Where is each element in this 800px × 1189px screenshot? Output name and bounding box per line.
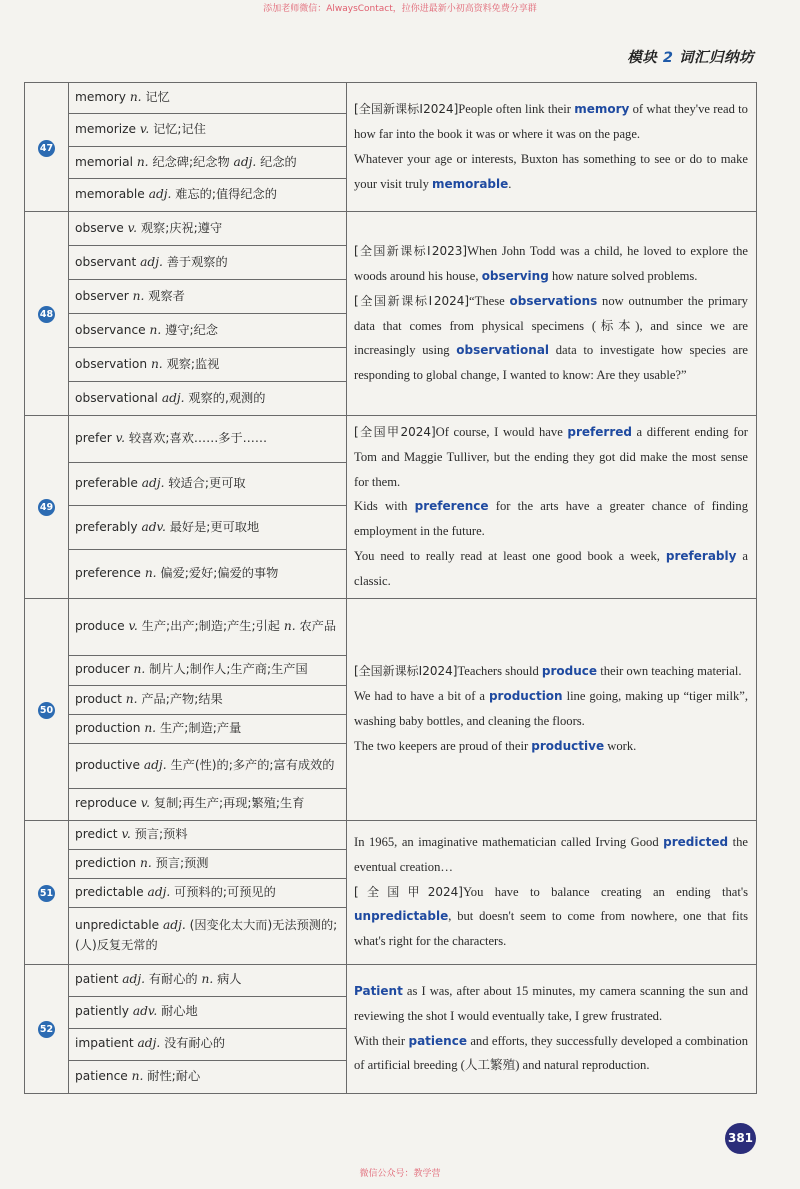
word-entry: [69, 549, 347, 598]
sentence-text: data to investigate how species are responding to global change, I wanted to know: Are they usable?”: [354, 343, 748, 383]
group-number-cell: [25, 416, 69, 599]
meaning: 观察的,观测的: [188, 390, 266, 405]
headword: unpredictable: [75, 918, 160, 933]
part-of-speech: adj.: [140, 254, 163, 269]
keyword: unpredictable: [354, 909, 449, 924]
headword: observant: [75, 254, 137, 269]
part-of-speech: n.: [133, 662, 146, 677]
word-entry: [69, 820, 347, 849]
headword: observation: [75, 356, 148, 371]
example-sentence: [354, 544, 748, 594]
headword: memory: [75, 90, 126, 105]
meaning: 遵守;纪念: [165, 322, 218, 337]
word-entry: [69, 714, 347, 743]
word-entry: [69, 964, 347, 996]
group-number-badge: 51: [38, 885, 55, 902]
example-sentence: [354, 239, 748, 289]
part-of-speech: n.: [149, 322, 162, 337]
sentence-text: .: [508, 176, 512, 191]
meaning: 预言;预料: [134, 826, 188, 841]
group-number-cell: [25, 212, 69, 416]
keyword: memorable: [432, 176, 509, 191]
headword: product: [75, 691, 122, 706]
word-entry: [69, 83, 347, 114]
headword: observer: [75, 288, 129, 303]
part-of-speech: v.: [127, 220, 137, 235]
keyword: production: [488, 689, 563, 704]
sentence-text: and efforts, they successfully developed a combination of artificial breeding (人工繁殖) and natural reproduction.: [354, 1033, 748, 1073]
example-cell: [347, 964, 757, 1093]
meaning: 最好是;更可取地: [169, 519, 260, 534]
example-cell: [347, 598, 757, 820]
headword: reproduce: [75, 796, 137, 811]
sentence-text: Whatever your age or interests, Buxton has something to see or do to make your visit truly: [354, 152, 748, 191]
part-of-speech: adj.: [137, 1036, 161, 1051]
table-row: [25, 598, 757, 655]
sentence-text: You have to balance creating an ending that's: [462, 884, 748, 899]
example-sentence: [354, 830, 748, 880]
part-of-speech: adj.: [147, 884, 171, 899]
part-of-speech: v.: [128, 618, 138, 633]
table-row: [25, 964, 757, 996]
headword: production: [75, 720, 141, 735]
word-entry: [69, 878, 347, 907]
sentence-text: The two keepers are proud of their: [354, 738, 532, 753]
sentence-text: a classic.: [354, 548, 748, 588]
keyword: memory: [574, 102, 630, 117]
word-entry: [69, 849, 347, 878]
headword: prediction: [75, 855, 137, 870]
sentence-text: as I was, after about 15 minutes, my camera scanning the sun and reviewing the shot I would eventually take, I grew frustrated.: [354, 983, 748, 1023]
keyword: preferred: [567, 425, 632, 439]
bottom-note: 微信公众号：教学营: [359, 1169, 441, 1179]
vocab-table: [24, 82, 757, 1094]
meaning: 产品;产物;结果: [141, 691, 223, 706]
example-sentence: [354, 1029, 748, 1079]
part-of-speech: adj.: [163, 918, 186, 933]
sentence-text: You need to really read at least one good book a week,: [354, 548, 666, 563]
headword: observational: [75, 390, 158, 405]
meaning: 难忘的;值得纪念的: [175, 187, 277, 202]
headword: patient: [75, 972, 119, 987]
sentence-text: of what they've read to how far into the book it was or where it was on the page.: [354, 102, 748, 142]
source-tag: [全国新课标Ⅰ2024]: [354, 293, 470, 308]
meaning: 纪念碑;纪念物: [152, 154, 230, 169]
example-cell: [347, 416, 757, 599]
meaning: 较喜欢;喜欢……多于……: [128, 431, 268, 446]
example-sentence: [354, 147, 748, 197]
example-sentence: [354, 97, 748, 147]
word-entry: [69, 506, 347, 550]
keyword: observations: [509, 293, 598, 308]
headword: observe: [75, 220, 124, 235]
meaning: 耐性;耐心: [147, 1068, 201, 1083]
sentence-text: “These: [469, 293, 510, 308]
module-label: 模块: [627, 50, 658, 66]
headword: observance: [75, 322, 146, 337]
part-of-speech: adj.: [148, 187, 172, 202]
headword: impatient: [75, 1036, 134, 1051]
keyword: preference: [414, 499, 489, 514]
headword: memorize: [75, 122, 136, 137]
headword: preferably: [75, 519, 138, 534]
source-tag: [全国甲2024]: [354, 425, 436, 439]
word-entry: [69, 788, 347, 820]
sentence-text: for the arts have a greater chance of finding employment in the future.: [354, 499, 748, 539]
meaning: 较适合;更可取: [168, 476, 246, 491]
word-entry: [69, 280, 347, 314]
example-sentence: [354, 734, 748, 759]
example-cell: [347, 820, 757, 964]
sentence-text: , but doesn't seem to come from nowhere, one that fits what's right for the characters.: [354, 909, 748, 949]
group-number-badge: 49: [38, 499, 55, 516]
meaning-2: 农产品: [299, 618, 337, 633]
keyword: patience: [408, 1033, 467, 1048]
headword: patience: [75, 1068, 128, 1083]
example-sentence: [354, 289, 748, 388]
top-banner: 添加老师微信：AlwaysContact，拉你进最新小初高资料免费分享群: [263, 4, 537, 14]
source-tag: [全国甲2024]: [354, 884, 463, 899]
table-row: [25, 83, 757, 114]
headword: preferable: [75, 476, 138, 491]
word-entry: [69, 147, 347, 179]
part-of-speech: v.: [121, 826, 131, 841]
source-tag: [全国新课标Ⅰ2024]: [354, 664, 458, 679]
source-tag: [全国新课标Ⅰ2023]: [354, 244, 468, 259]
word-entry: [69, 314, 347, 348]
part-of-speech: n.: [129, 90, 142, 105]
keyword: observing: [481, 268, 549, 283]
example-sentence: [354, 420, 748, 494]
meaning: 预言;预测: [155, 855, 209, 870]
part-of-speech-2: n.: [283, 618, 296, 633]
table-row: [25, 212, 757, 246]
module-title: [627, 46, 754, 67]
example-cell: [347, 212, 757, 416]
example-cell: [347, 83, 757, 212]
part-of-speech: adj.: [161, 390, 185, 405]
keyword: predicted: [663, 835, 729, 850]
meaning: 偏爱;爱好;偏爱的事物: [160, 565, 279, 580]
word-entry: [69, 655, 347, 685]
word-entry: [69, 907, 347, 964]
meaning: (因变化太大而)无法预测的;(人)反复无常的: [75, 918, 338, 952]
word-entry: [69, 348, 347, 382]
group-number-badge: 50: [38, 702, 55, 719]
part-of-speech: n.: [131, 1068, 144, 1083]
sentence-text: With their: [354, 1033, 409, 1048]
headword: memorable: [75, 187, 145, 202]
example-sentence: [354, 880, 748, 954]
sentence-text: People often link their: [458, 102, 575, 117]
part-of-speech: adv.: [141, 519, 166, 534]
word-entry: [69, 996, 347, 1028]
part-of-speech: n.: [144, 565, 157, 580]
headword: preference: [75, 565, 141, 580]
part-of-speech: n.: [150, 356, 163, 371]
part-of-speech: v.: [140, 796, 151, 811]
part-of-speech: adj.: [122, 972, 145, 987]
meaning-2: 病人: [217, 972, 242, 987]
word-entry: [69, 743, 347, 788]
word-entry: [69, 382, 347, 416]
headword: predictable: [75, 884, 144, 899]
part-of-speech: v.: [115, 431, 125, 446]
word-entry: [69, 416, 347, 463]
part-of-speech-2: adj.: [233, 154, 257, 169]
headword: prefer: [75, 431, 112, 446]
sentence-text: In 1965, an imaginative mathematician called Irving Good: [354, 835, 664, 850]
sentence-text: a different ending for Tom and Maggie Tulliver, but the ending they got did make the most sense for them.: [354, 425, 749, 489]
group-number-badge: 52: [38, 1021, 55, 1038]
module-name: 词汇归纳坊: [679, 50, 754, 66]
headword: produce: [75, 618, 125, 633]
meaning: 观察者: [148, 288, 185, 303]
meaning: 可预料的;可预见的: [174, 884, 276, 899]
example-sentence: [354, 684, 748, 734]
word-entry: [69, 1028, 347, 1060]
keyword: preferably: [665, 548, 737, 563]
word-entry: [69, 1060, 347, 1093]
table-row: [25, 416, 757, 463]
meaning: 耐心地: [161, 1004, 198, 1019]
sentence-text: now outnumber the primary data that comes from physical specimens (标本), and since we are increasingly using: [354, 293, 748, 358]
part-of-speech: n.: [140, 855, 152, 870]
sentence-text: how nature solved problems.: [548, 268, 698, 283]
part-of-speech: n.: [132, 288, 145, 303]
meaning: 复制;再生产;再现;繁殖;生育: [153, 796, 305, 811]
meaning: 观察;庆祝;遵守: [140, 220, 223, 235]
headword: productive: [75, 757, 140, 772]
meaning: 生产;制造;产量: [159, 720, 242, 735]
headword: producer: [75, 662, 130, 677]
table-row: [25, 820, 757, 849]
meaning: 记忆: [145, 90, 170, 105]
keyword: productive: [531, 738, 605, 753]
part-of-speech: v.: [139, 122, 150, 137]
word-entry: [69, 598, 347, 655]
word-entry: [69, 246, 347, 280]
part-of-speech: adj.: [143, 757, 167, 772]
sentence-text: the eventual creation…: [354, 835, 748, 874]
group-number-badge: 47: [38, 140, 55, 157]
part-of-speech-2: n.: [201, 972, 214, 987]
part-of-speech: n.: [125, 691, 138, 706]
group-number-badge: 48: [38, 306, 55, 323]
sentence-text: work.: [604, 738, 637, 753]
word-entry: [69, 462, 347, 506]
meaning: 没有耐心的: [164, 1036, 226, 1051]
sentence-text: their own teaching material.: [597, 664, 742, 679]
sentence-text: When John Todd was a child, he loved to explore the woods around his house,: [354, 244, 748, 283]
part-of-speech: adj.: [141, 476, 165, 491]
sentence-text: Kids with: [354, 499, 415, 514]
meaning: 生产(性)的;多产的;富有成效的: [170, 757, 335, 772]
group-number-cell: [25, 964, 69, 1093]
sentence-text: line going, making up “tiger milk”, washing baby bottles, and cleaning the floors.: [354, 689, 748, 729]
group-number-cell: [25, 598, 69, 820]
word-entry: [69, 114, 347, 147]
sentence-text: Teachers should: [457, 664, 542, 679]
example-sentence: [354, 494, 748, 544]
meaning-2: 纪念的: [260, 154, 297, 169]
keyword: Patient: [354, 983, 403, 998]
word-entry: [69, 179, 347, 212]
group-number-cell: [25, 820, 69, 964]
meaning: 善于观察的: [166, 254, 228, 269]
keyword: observational: [456, 343, 550, 358]
part-of-speech: adv.: [132, 1004, 158, 1019]
part-of-speech: n.: [144, 720, 157, 735]
group-number-cell: [25, 83, 69, 212]
example-sentence: [354, 659, 748, 684]
module-number: 2: [662, 50, 674, 66]
keyword: produce: [541, 664, 598, 679]
meaning: 观察;监视: [166, 356, 220, 371]
meaning: 制片人;制作人;生产商;生产国: [149, 662, 308, 677]
headword: memorial: [75, 154, 133, 169]
headword: patiently: [75, 1004, 129, 1019]
example-sentence: [354, 979, 748, 1029]
meaning: 记忆;记住: [153, 122, 206, 137]
word-entry: [69, 212, 347, 246]
part-of-speech: n.: [136, 154, 149, 169]
meaning: 有耐心的: [148, 972, 198, 987]
headword: predict: [75, 826, 118, 841]
sentence-text: We had to have a bit of a: [354, 689, 489, 704]
meaning: 生产;出产;制造;产生;引起: [141, 618, 280, 633]
sentence-text: Of course, I would have: [435, 425, 568, 439]
word-entry: [69, 685, 347, 714]
page-number: 381: [725, 1123, 756, 1154]
source-tag: [全国新课标Ⅰ2024]: [354, 102, 459, 117]
